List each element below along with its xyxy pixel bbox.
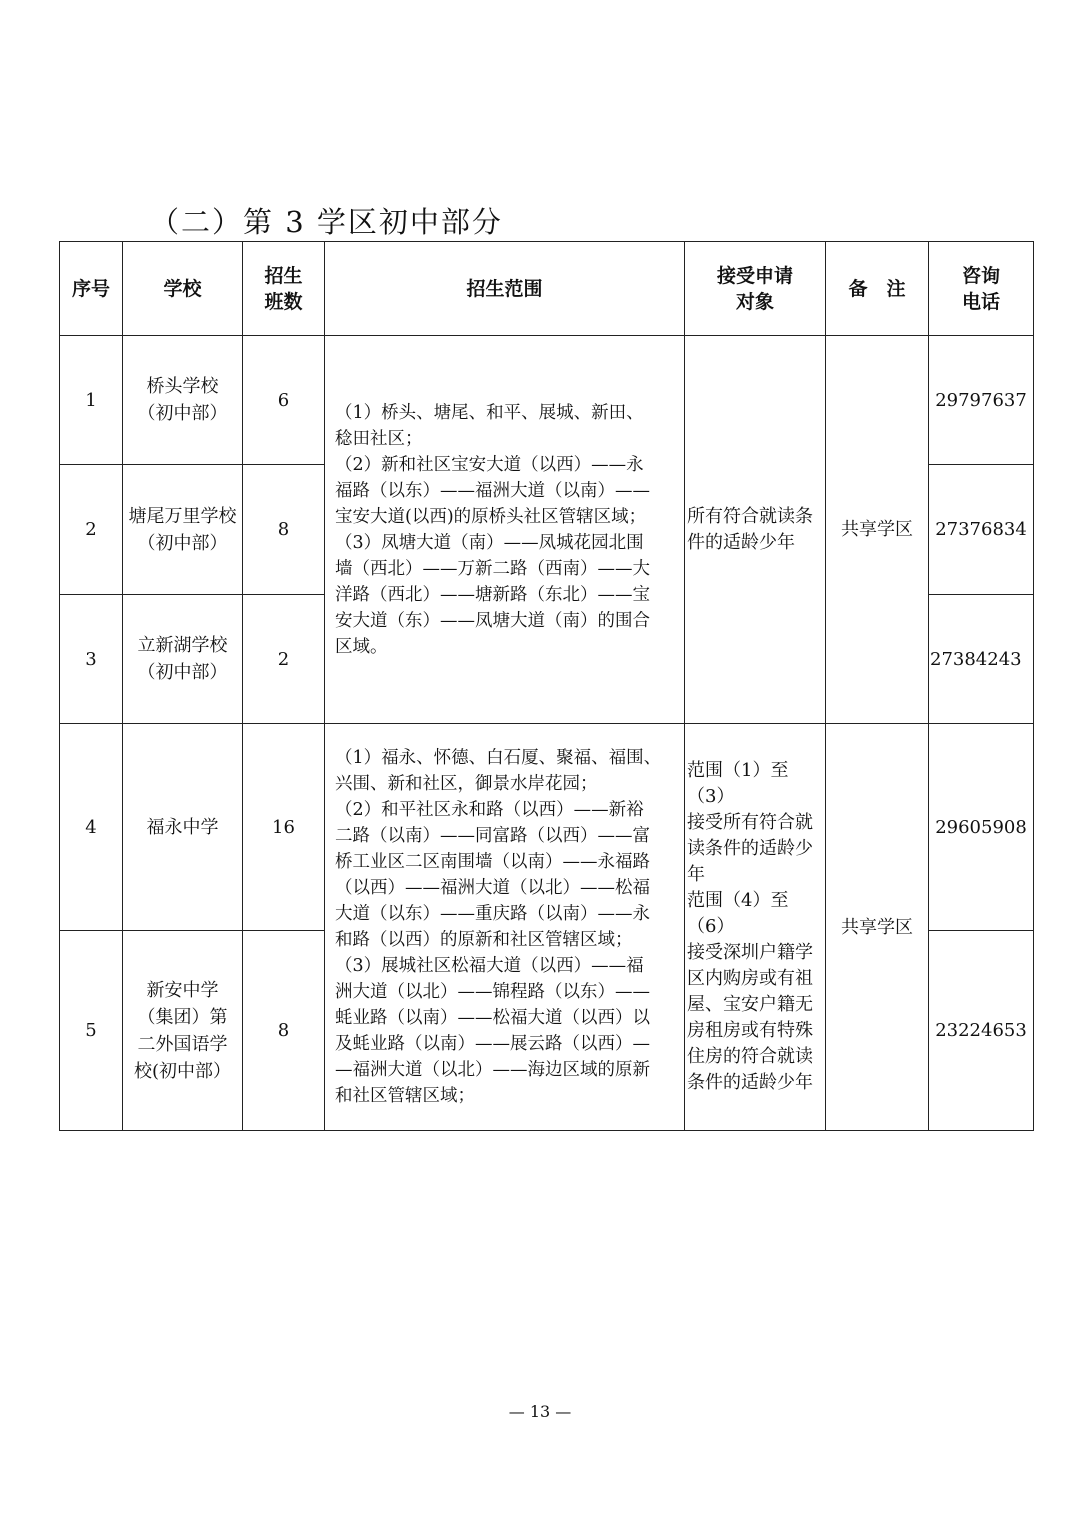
header-school: 学校 [123, 242, 243, 336]
range-line: （2）和平社区永和路（以西）——新裕 [335, 800, 644, 820]
row-no: 2 [60, 465, 123, 595]
header-phone-line: 咨询 [961, 264, 1000, 287]
row-phone: 29605908 [929, 724, 1034, 931]
header-note: 备 注 [826, 242, 929, 336]
target-line: 接受所有符合就 [687, 812, 813, 833]
target-group-2 [685, 724, 826, 1131]
row-classes: 8 [243, 931, 325, 1131]
row-no: 1 [60, 336, 123, 465]
row-phone: 29797637 [929, 336, 1034, 465]
range-line: 和路（以西）的原新和社区管辖区域； [335, 930, 633, 950]
target-group-1 [685, 336, 826, 724]
school-line: 桥头学校 [146, 376, 219, 397]
row-no: 3 [60, 595, 123, 724]
header-target-line: 接受申请 [716, 264, 793, 287]
row-classes: 6 [243, 336, 325, 465]
range-line: 墙（西北）——万新二路（西南）——大 [335, 558, 650, 579]
header-target [685, 242, 826, 336]
target-line: 房租房或有特殊 [687, 1020, 813, 1041]
school-line: （集团）第 [137, 1006, 228, 1028]
target-line: 住房的符合就读 [687, 1046, 813, 1067]
range-line: （3）凤塘大道（南）——凤城花园北围 [335, 532, 644, 553]
range-line: 洋路（西北）——塘新路（东北）——宝 [335, 584, 650, 605]
range-line: 大道（以东）——重庆路（以南）——永 [335, 904, 650, 924]
row-school [123, 465, 243, 595]
row-phone: 27376834 [929, 465, 1034, 595]
row-school [123, 336, 243, 465]
row-school [123, 595, 243, 724]
row-classes: 16 [243, 724, 325, 931]
range-line: （以西）——福洲大道（以北）——松福 [335, 878, 650, 898]
header-row [60, 242, 1034, 336]
row-classes: 8 [243, 465, 325, 595]
range-line: 安大道（东）——凤塘大道（南）的围合 [335, 610, 650, 631]
row-no: 5 [60, 931, 123, 1131]
enrollment-table [59, 241, 1034, 1131]
target-line: 条件的适龄少年 [687, 1072, 813, 1093]
table-row [60, 336, 1034, 465]
school-line: （初中部） [137, 532, 228, 554]
row-school [123, 724, 243, 931]
header-phone [929, 242, 1034, 336]
header-phone-line: 电话 [961, 290, 1000, 313]
range-line: （2）新和社区宝安大道（以西）——永 [335, 454, 644, 475]
row-no: 4 [60, 724, 123, 931]
range-line: 蚝业路（以南）——松福大道（以西）以 [335, 1008, 650, 1028]
range-line: （1）福永、怀德、白石厦、聚福、福围、 [335, 748, 662, 768]
school-line: （初中部） [137, 403, 228, 424]
range-line: 二路（以南）——同富路（以西）——富 [335, 826, 650, 846]
school-line: 塘尾万里学校 [128, 505, 237, 527]
school-line: 立新湖学校 [137, 635, 228, 656]
page-number: — 13 — [508, 1402, 572, 1421]
school-line: 福永中学 [146, 816, 219, 838]
section-heading: （二）第 3 学区初中部分 [150, 205, 503, 239]
row-phone: 27384243 [929, 595, 1034, 724]
range-line: 兴围、新和社区，御景水岸花园； [335, 774, 598, 794]
range-line: 和社区管辖区域； [335, 1086, 475, 1106]
range-line: 稔田社区； [335, 428, 423, 449]
table-row [60, 724, 1034, 931]
range-line: 福路（以东）——福洲大道（以南）—— [335, 480, 650, 501]
target-line: 接受深圳户籍学 [687, 942, 813, 963]
target-line: 件的适龄少年 [687, 531, 795, 553]
target-line: 范围（4）至（6） [687, 890, 789, 937]
school-line: 二外国语学 [137, 1033, 228, 1055]
range-line: —福洲大道（以北）——海边区域的原新 [335, 1060, 650, 1080]
range-group-2 [325, 724, 685, 1131]
row-classes: 2 [243, 595, 325, 724]
header-classes [243, 242, 325, 336]
target-line: 年 [687, 864, 705, 885]
target-line: 所有符合就读条 [687, 505, 813, 527]
range-line: （1）桥头、塘尾、和平、展城、新田、 [335, 402, 644, 423]
range-group-1 [325, 336, 685, 724]
target-line: 区内购房或有祖 [687, 968, 813, 989]
target-line: 读条件的适龄少 [687, 838, 813, 859]
note-group-1: 共享学区 [826, 336, 929, 724]
range-line: 桥工业区二区南围墙（以南）——永福路 [335, 852, 650, 872]
range-line: 宝安大道(以西)的原桥头社区管辖区域； [335, 506, 647, 527]
header-classes-line: 招生 [264, 264, 303, 287]
school-line: （初中部） [137, 662, 228, 683]
header-target-line: 对象 [735, 290, 774, 313]
school-line: 校(初中部） [133, 1060, 232, 1082]
range-line: 区域。 [335, 636, 388, 657]
school-line: 新安中学 [146, 979, 219, 1001]
header-no: 序号 [60, 242, 123, 336]
range-line: （3）展城社区松福大道（以西）——福 [335, 956, 644, 976]
header-classes-line: 班数 [264, 290, 303, 313]
target-line: 范围（1）至（3） [687, 760, 789, 807]
range-line: 洲大道（以北）——锦程路（以东）—— [335, 982, 650, 1002]
header-range: 招生范围 [325, 242, 685, 336]
row-school [123, 931, 243, 1131]
range-line: 及蚝业路（以南）——展云路（以西）— [335, 1034, 650, 1054]
target-line: 屋、宝安户籍无 [687, 994, 813, 1015]
note-group-2: 共享学区 [826, 724, 929, 1131]
row-phone: 23224653 [929, 931, 1034, 1131]
